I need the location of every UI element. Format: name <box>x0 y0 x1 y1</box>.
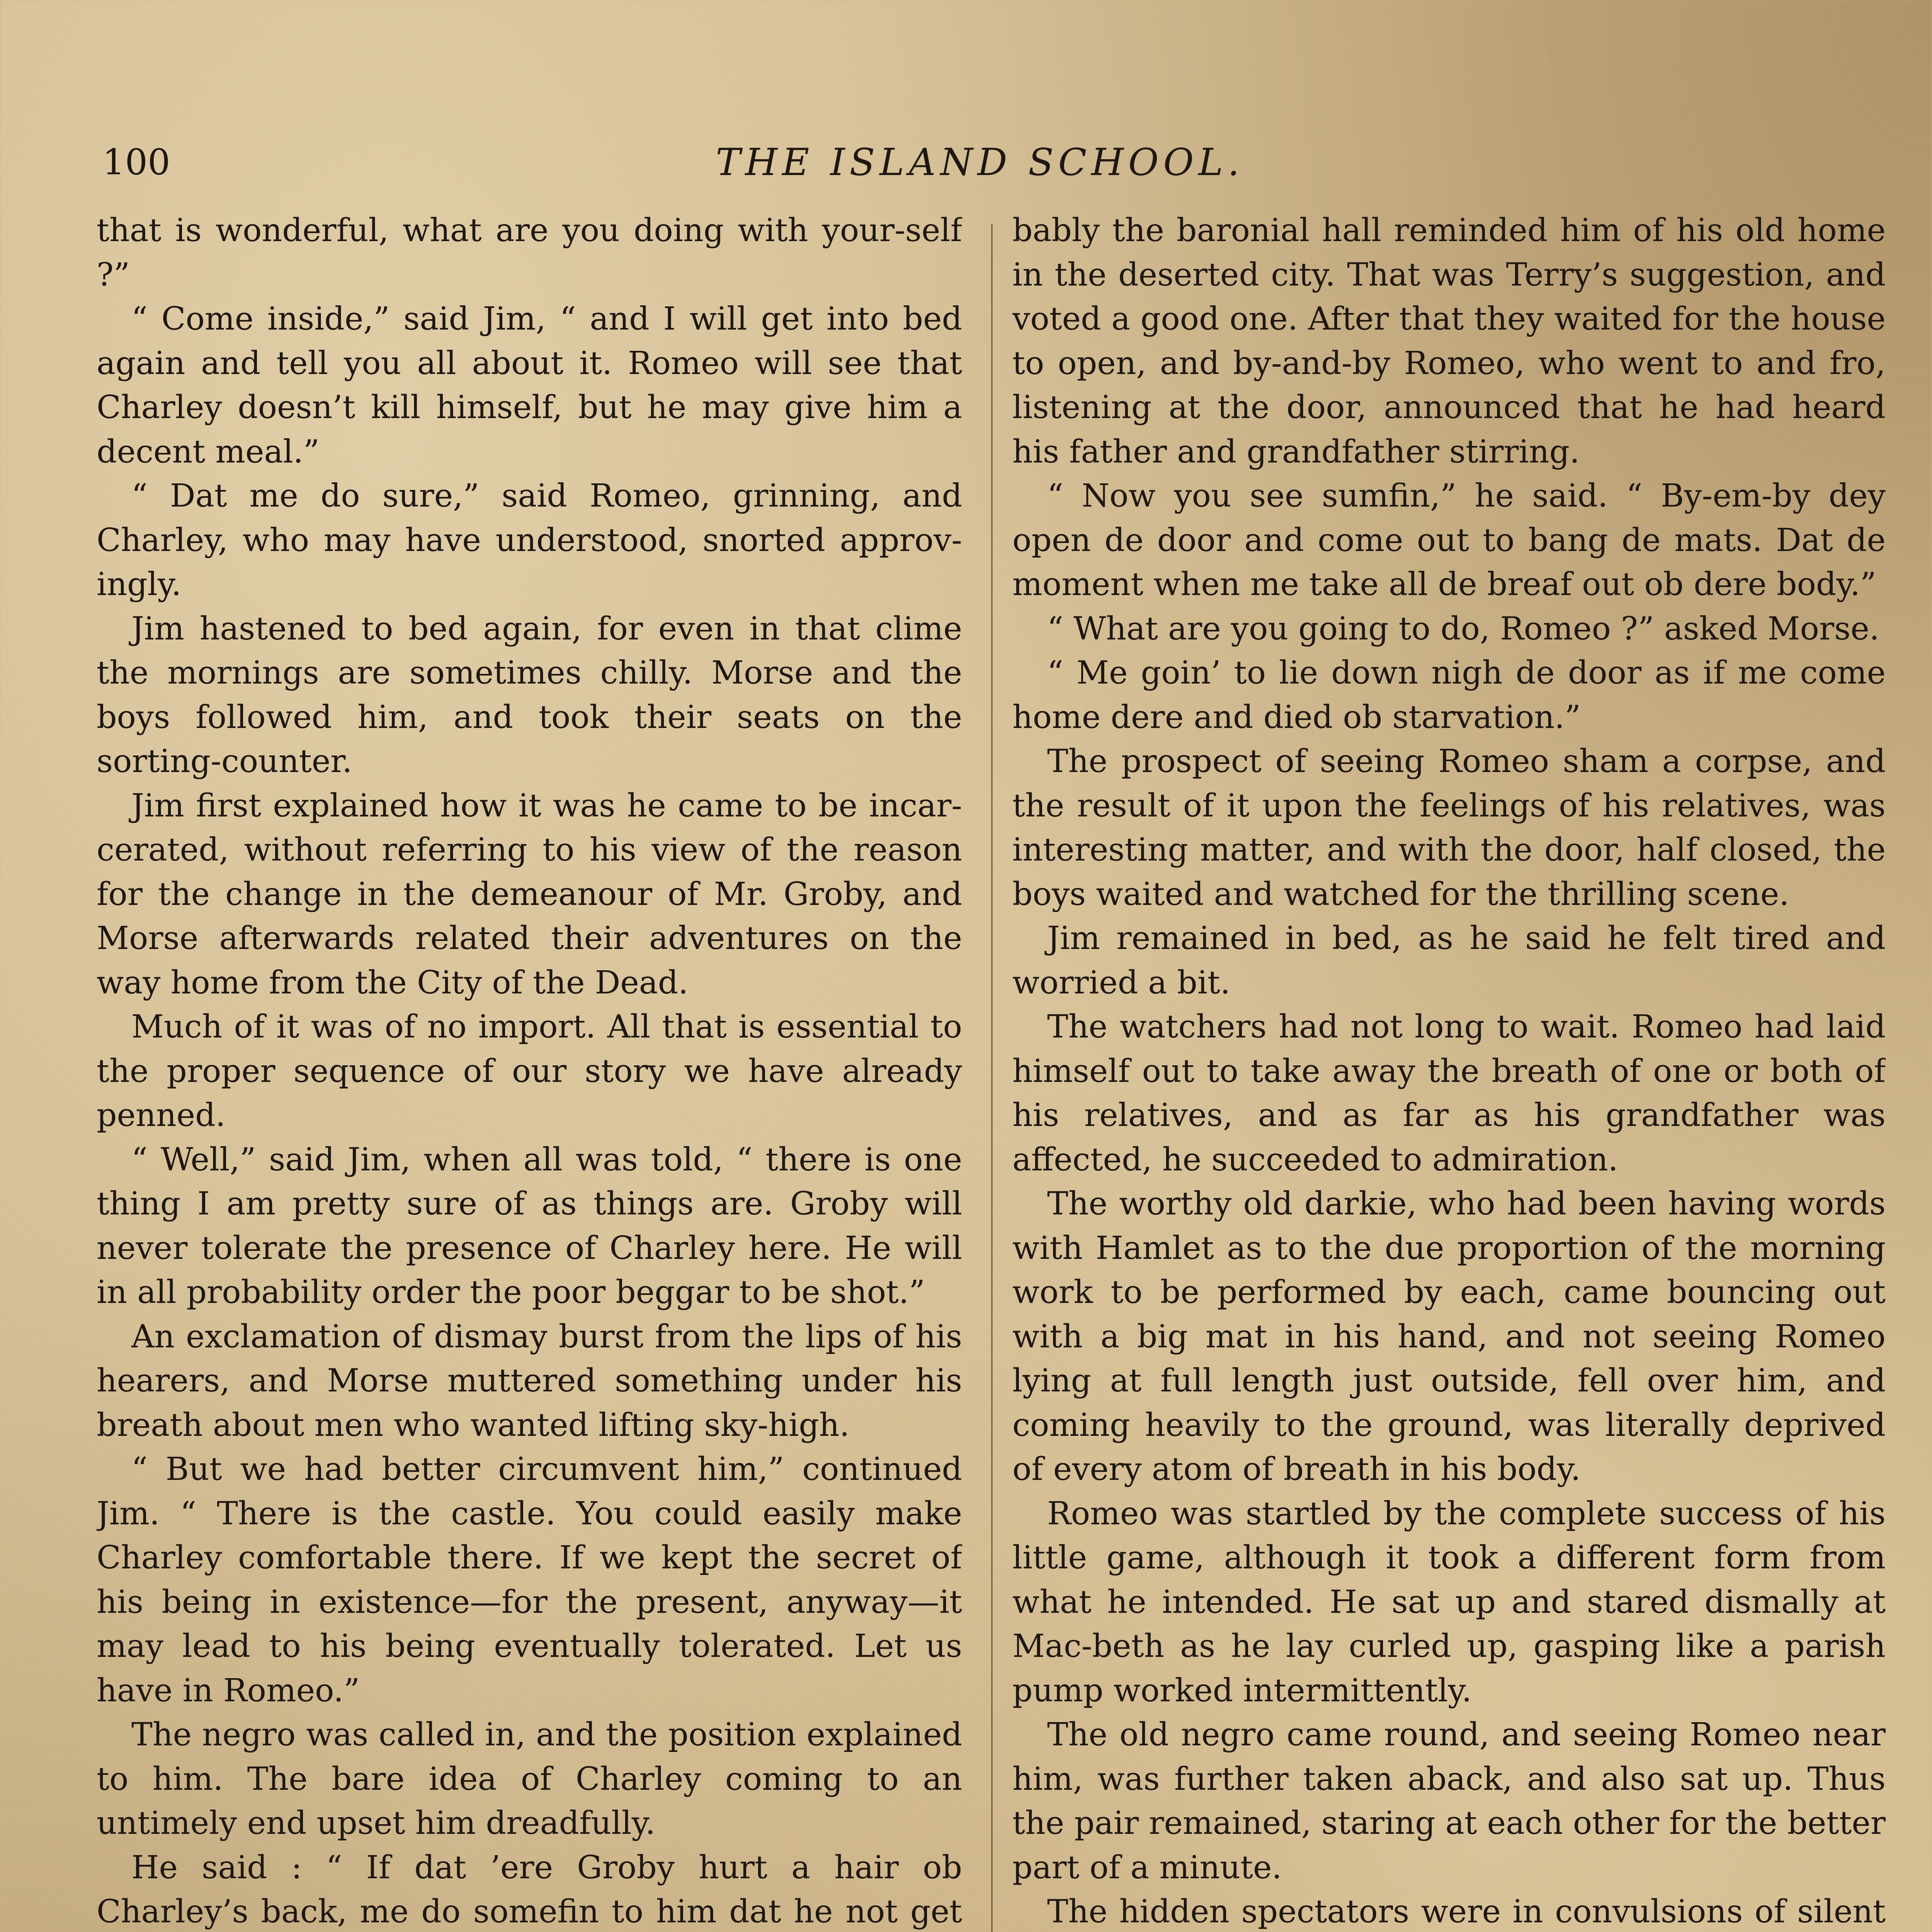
left-text-column <box>97 209 962 1932</box>
paragraph: Romeo was startled by the complete success of his little game, although it took a different form from what he intended. He sat up and stared dismally at Mac-beth as he lay curled up, gasping like a parish pump worked intermittently. <box>1012 1495 1886 1709</box>
paragraph: The hidden spectators were in convulsions of silent <box>1047 1893 1886 1930</box>
right-text-column <box>1012 209 1886 1932</box>
paragraph: An exclamation of dismay burst from the lips of his hearers, and Morse muttered something under his breath about men who wanted lifting sky-high. <box>97 1318 962 1444</box>
paragraph: “ Dat me do sure,” said Romeo, grinning, and Charley, who may have understood, snorted approv-ingly. <box>97 478 962 603</box>
paragraph: The old negro came round, and seeing Romeo near him, was further taken aback, and also sat up. Thus the pair remained, staring at each other for the better part of a minute. <box>1012 1716 1886 1886</box>
paragraph: “ Now you see sumfin,” he said. “ By-em-by dey open de door and come out to bang de mats. Dat de moment when me take all de breaf out ob dere body.” <box>1012 478 1886 603</box>
paragraph: “ But we had better circumvent him,” continued Jim. “ There is the castle. You could easily make Charley comfortable there. If we kept the secret of his being in existence—for the present, anyway—it may lead to his being eventually tolerated. Let us have in Romeo.” <box>97 1451 962 1709</box>
paragraph: bably the baronial hall reminded him of his old home in the deserted city. That was Terry’s suggestion, and voted a good one. After that they waited for the house to open, and by-and-by Romeo, who went to and fro, listening at the door, announced that he had heard his father and grandfather stirring. <box>1012 212 1886 470</box>
paragraph: “ What are you going to do, Romeo ?” asked Morse. <box>1047 610 1879 647</box>
paragraph: The prospect of seeing Romeo sham a corpse, and the result of it upon the feelings of his relatives, was interesting matter, and with the door, half closed, the boys waited and watched for the thrilling scene. <box>1012 743 1886 913</box>
paragraph: He said : “ If dat ’ere Groby hurt a hair ob Charley’s back, me do somefin to him dat he not get <box>97 1849 962 1930</box>
paragraph: Much of it was of no import. All that is essential to the proper sequence of our story we have already penned. <box>97 1009 962 1134</box>
paragraph: that is wonderful, what are you doing with your-self ?” <box>97 212 962 293</box>
running-head <box>97 139 1863 185</box>
page-number: 100 <box>102 141 170 183</box>
running-title: THE ISLAND SCHOOL. <box>716 141 1244 184</box>
column-divider <box>991 224 993 1932</box>
paragraph: Jim remained in bed, as he said he felt tired and worried a bit. <box>1012 920 1886 1001</box>
paragraph: “ Well,” said Jim, when all was told, “ there is one thing I am pretty sure of as things are. Groby will never tolerate the presence of Charley here. He will in all probability order the poor beggar to be shot.” <box>97 1141 962 1311</box>
paragraph: The negro was called in, and the position explained to him. The bare idea of Charley coming to an untimely end upset him dreadfully. <box>97 1716 962 1842</box>
paragraph: “ Me goin’ to lie down nigh de door as if me come home dere and died ob starvation.” <box>1012 655 1886 736</box>
paragraph: “ Come inside,” said Jim, “ and I will get into bed again and tell you all about it. Romeo will see that Charley doesn’t kill himself, but he may give him a decent meal.” <box>97 301 962 470</box>
paragraph: The worthy old darkie, who had been having words with Hamlet as to the due proportion of the morning work to be performed by each, came bouncing out with a big mat in his hand, and not seeing Romeo lying at full length just outside, fell over him, and coming heavily to the ground, was literally deprived of every atom of breath in his body. <box>1012 1185 1886 1488</box>
paragraph: The watchers had not long to wait. Romeo had laid himself out to take away the breath of one or both of his relatives, and as far as his grandfather was affected, he succeeded to admiration. <box>1012 1009 1886 1178</box>
paragraph: Jim first explained how it was he came to be incar-cerated, without referring to his view of the reason for the change in the demeanour of Mr. Groby, and Morse afterwards related their adventures on the way home from the City of the Dead. <box>97 787 962 1001</box>
paragraph: Jim hastened to bed again, for even in that clime the mornings are sometimes chilly. Morse and the boys followed him, and took their seats on the sorting-counter. <box>97 610 962 780</box>
